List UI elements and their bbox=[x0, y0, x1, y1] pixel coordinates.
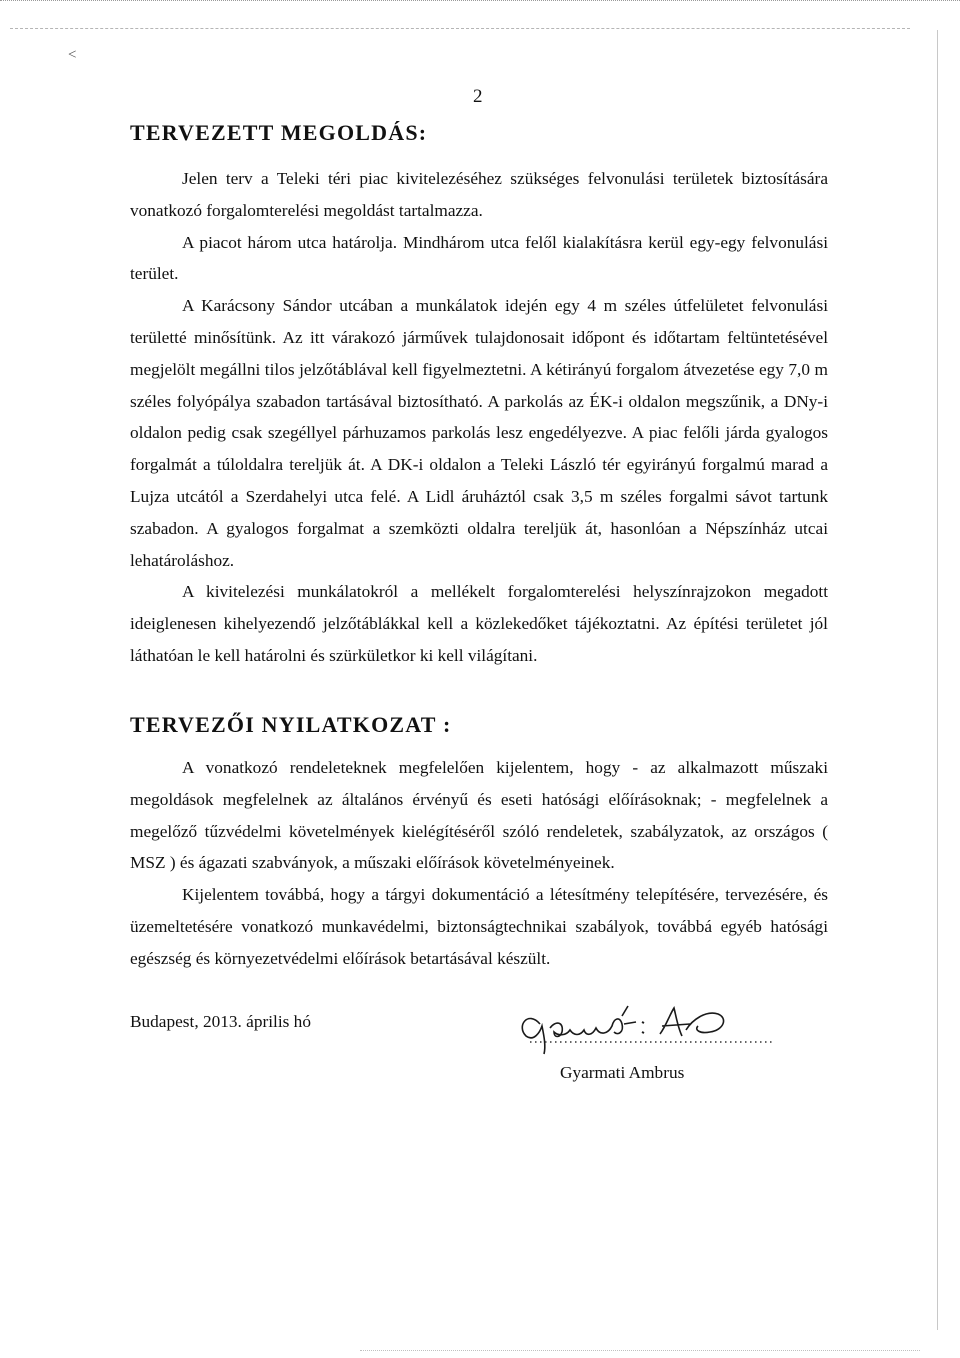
scan-edge-top bbox=[0, 0, 960, 5]
declaration-heading: TERVEZŐI NYILATKOZAT : bbox=[130, 712, 452, 737]
solution-heading: TERVEZETT MEGOLDÁS: bbox=[130, 120, 428, 145]
solution-paragraph: A piacot három utca határolja. Mindhárom utca felől kialakításra kerül egy-egy felvonulási terület. bbox=[130, 232, 828, 284]
declaration-body bbox=[130, 752, 828, 975]
scan-artifact-line bbox=[10, 28, 910, 31]
scan-edge-right bbox=[937, 30, 938, 1330]
solution-paragraph: Jelen terv a Teleki téri piac kivitelezéséhez szükséges felvonulási területek biztosítására vonatkozó forgalomterelési megoldást tartalmazza. bbox=[130, 169, 828, 220]
declaration-paragraph: A vonatkozó rendeleteknek megfelelően kijelentem, hogy - az alkalmazott műszaki megoldások megfelelnek az általános érvényű és eseti hatósági előírásoknak; - megfelelnek a megelőző tűzvédelmi követelmények kielégítéséről szóló rendeletek, szabályzatok, az országos ( MSZ ) és ágazati szabványok, a műszaki előírások követelményeinek. bbox=[130, 758, 828, 873]
solution-paragraph: A Karácsony Sándor utcában a munkálatok idején egy 4 m széles útfelületet felvonulási területté minősítünk. Az itt várakozó járművek tulajdonosait időpont és időtartam feltüntetésével megjelölt megállni tilos jelzőtáblával kell figyelmeztetni. A kétirányú forgalom átvezetése egy 7,0 m széles folyópálya szabadon tartásával biztosítható. A parkolás az ÉK-i oldalon megszűnik, a DNy-i oldalon pedig csak szegéllyel párhuzamos parkolás lesz engedélyezve. A piac felőli járda gyalogos forgalmát a túloldalra tereljük át. A DK-i oldalon a Teleki László tér egyirányú forgalmú marad a Lujza utcától a Szerdahelyi utca felé. A Lidl áruháztól csak 3,5 m széles forgalmi sávot tartunk szabadon. A gyalogos forgalmat a szemközti oldalra tereljük át, hasonlóan a Népszínház utcai lehatároláshoz. bbox=[130, 296, 828, 570]
place-and-date: Budapest, 2013. április hó bbox=[130, 1012, 311, 1031]
margin-mark: < bbox=[68, 47, 77, 63]
handwritten-signature bbox=[510, 996, 780, 1056]
scan-edge-bottom bbox=[360, 1350, 920, 1352]
signer-name: Gyarmati Ambrus bbox=[560, 1063, 685, 1082]
declaration-paragraph: Kijelentem továbbá, hogy a tárgyi dokumentáció a létesítmény telepítésére, tervezésére, és üzemeltetésére vonatkozó munkavédelmi, biztonságtechnikai szabályok, továbbá egyéb hatósági egészség és környezetvédelmi előírások betartásával készült. bbox=[130, 885, 828, 968]
page-number: 2 bbox=[473, 86, 483, 107]
solution-paragraph: A kivitelezési munkálatokról a mellékelt forgalomterelési helyszínrajzokon megadott ideiglenesen kihelyezendő jelzőtáblákkal kell a közlekedőket tájékoztatni. Az építési területet jól láthatóan le kell határolni és szürkületkor ki kell világítani. bbox=[130, 582, 828, 665]
solution-body bbox=[130, 163, 828, 672]
